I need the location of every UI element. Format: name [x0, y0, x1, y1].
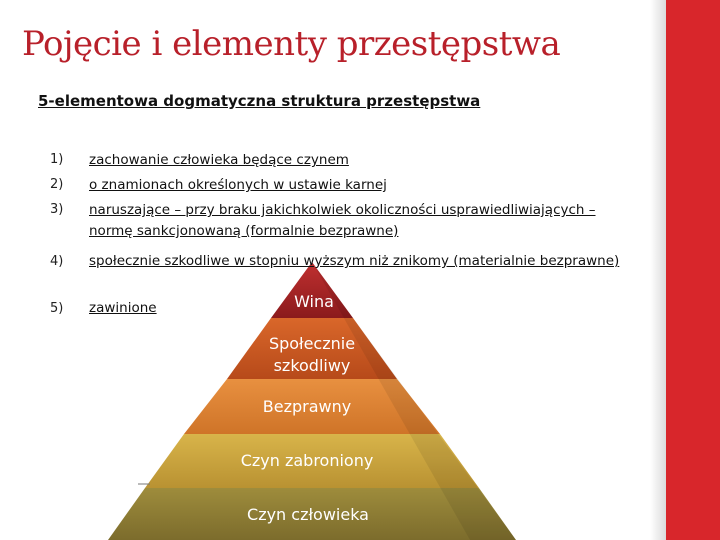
slide-subtitle: 5-elementowa dogmatyczna struktura przestępstwa [38, 92, 481, 110]
list-number: 3) [50, 202, 64, 217]
list-number: 4) [50, 254, 64, 269]
tier-label-czyn-zabroniony: Czyn zabroniony [240, 451, 374, 470]
slide-title: Pojęcie i elementy przestępstwa [22, 24, 561, 64]
list-item: naruszające – przy braku jakichkolwiek okoliczności usprawiedliwiających – normę sankcjonowaną (formalnie bezprawne) [89, 202, 596, 239]
list-item: zachowanie człowieka będące czynem [89, 152, 349, 168]
tier-label-spolecznie-line1: Społecznie [268, 334, 356, 353]
tier-label-czyn-czlowieka: Czyn człowieka [247, 505, 369, 524]
list-item: społecznie szkodliwe w stopniu wyższym niż znikomy (materialnie bezprawne) [89, 253, 620, 269]
list-item: o znamionach określonych w ustawie karnej [89, 177, 387, 193]
list-number: 1) [50, 152, 64, 167]
list-item: zawinione [89, 300, 157, 316]
tier-label-spolecznie-line2: szkodliwy [273, 356, 351, 375]
list-number: 5) [50, 301, 64, 316]
list-number: 2) [50, 177, 64, 192]
tier-label-wina: Wina [294, 292, 334, 311]
tier-label-bezprawny: Bezprawny [262, 397, 352, 416]
